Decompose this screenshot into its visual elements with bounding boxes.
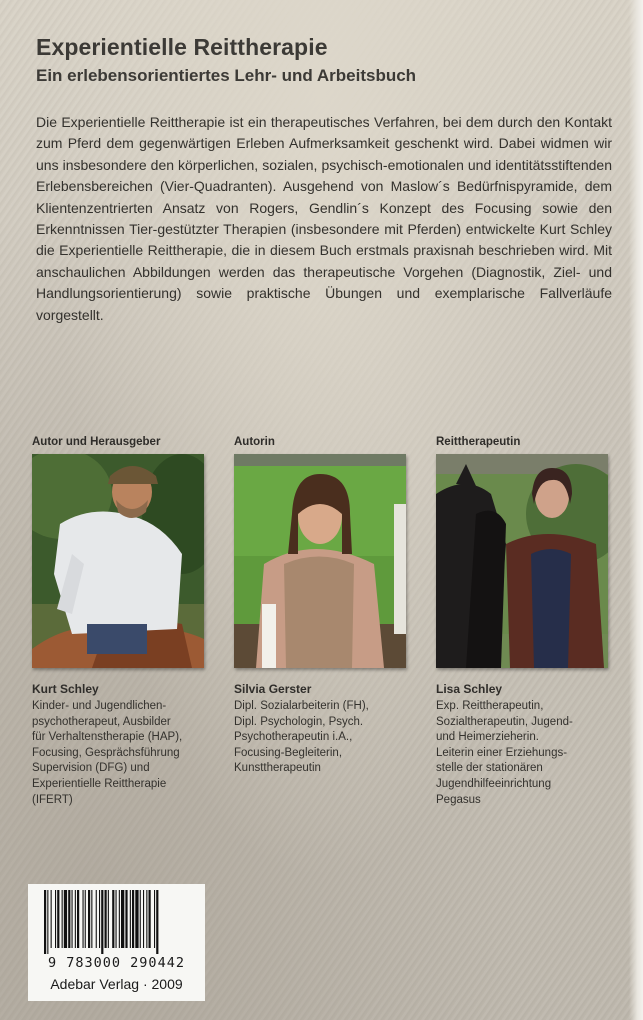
barcode-bar	[99, 890, 100, 948]
barcode-bar	[135, 890, 138, 948]
barcode-bar	[105, 890, 107, 948]
barcode-bar	[116, 890, 117, 948]
barcode-bar	[125, 890, 127, 948]
barcode-bar	[62, 890, 63, 948]
barcode-bar	[154, 890, 155, 948]
barcode-bar	[68, 890, 70, 948]
contributor-role: Autor und Herausgeber	[32, 436, 161, 448]
barcode-bar	[72, 890, 73, 948]
publisher-line: Adebar Verlag · 2009	[50, 976, 183, 992]
barcode-bar	[140, 890, 141, 948]
contributor-name: Kurt Schley	[32, 682, 99, 696]
barcode-bar	[47, 890, 48, 954]
barcode-bar	[108, 890, 109, 948]
barcode-bar	[121, 890, 124, 948]
contributor-role: Reittherapeutin	[436, 436, 521, 448]
contributor-kurt-schley	[32, 436, 212, 808]
barcode-bar	[156, 890, 158, 954]
barcode-bar	[44, 890, 46, 954]
barcode-bar	[112, 890, 114, 948]
barcode-bar	[143, 890, 144, 948]
photo-woman-with-horse	[436, 454, 608, 668]
photo-woman-in-field	[234, 454, 406, 668]
barcode-bar	[85, 890, 86, 948]
barcode-bar	[77, 890, 79, 948]
barcode-bar	[91, 890, 92, 948]
barcode-bar	[149, 890, 151, 948]
photo-lisa-schley	[436, 454, 608, 668]
barcode-bar	[83, 890, 84, 948]
book-title: Experientielle Reittherapie	[36, 34, 328, 60]
contributor-name: Silvia Gerster	[234, 682, 312, 696]
barcode-bar	[119, 890, 120, 948]
isbn-number: 9 783000 290442	[48, 955, 185, 971]
barcode-bar	[146, 890, 147, 948]
barcode-bar	[75, 890, 76, 948]
photo-kurt-schley	[32, 454, 204, 668]
barcode-bars	[34, 890, 199, 954]
contributor-lisa-schley	[436, 436, 616, 808]
photo-silvia-gerster	[234, 454, 406, 668]
barcode-bar	[51, 890, 52, 948]
contributor-description: Dipl. Sozialarbeiterin (FH), Dipl. Psychologin, Psych. Psychotherapeutin i.A., Focusing-Begleiterin, Kunsttherapeutin	[234, 700, 369, 775]
book-description: Die Experientielle Reittherapie ist ein therapeutisches Verfahren, bei dem durch den Kontakt zum Pferd dem gegenwärtigen Erleben Aufmerksamkeit geschenkt wird. Dabei widmen wir uns insbesondere den körperlichen, sozialen, psychisch-emotionalen und identitätsstiftenden Erlebensbereichen (Vier-Quadranten). Ausgehend von Maslow´s Bedürfnispyramide, dem Klientenzentrierten Ansatz von Rogers, Gendlin´s Konzept des Focusing sowie den Erkenntnissen Tier-gestützter Therapien (insbesondere mit Pferden) entwickelte Kurt Schley die Experientielle Reittherapie, die in diesem Buch erstmals praxisnah beschrieben wird. Mit anschaulichen Abbildungen werden das therapeutische Vorgehen (Diagnostik, Ziel- und Handlungsorientierung) sowie praktische Übungen und exemplarische Fallverläufe vorgestellt.	[36, 114, 612, 323]
contributor-description: Kinder- und Jugendlichen- psychotherapeut, Ausbilder für Verhaltenstherapie (HAP), Focusing, Gesprächsführung Supervision (DFG) und Experientielle Reittherapie (IFERT)	[32, 700, 183, 806]
contributor-silvia-gerster	[234, 436, 414, 777]
barcode-bar	[64, 890, 67, 948]
barcode-bar	[57, 890, 59, 948]
barcode-bar	[96, 890, 97, 948]
barcode-bar	[132, 890, 134, 948]
contributor-role: Autorin	[234, 436, 275, 448]
barcode-bar	[55, 890, 56, 948]
photo-man-on-horse	[32, 454, 204, 668]
contributor-name: Lisa Schley	[436, 682, 503, 696]
barcode-bar	[88, 890, 90, 948]
isbn-barcode	[28, 884, 205, 1001]
barcode-bar	[101, 890, 103, 954]
cover-edge	[629, 0, 643, 1020]
barcode-bar	[130, 890, 131, 948]
contributor-description: Exp. Reittherapeutin, Sozialtherapeutin, Jugend- und Heimerzieherin. Leiterin einer Erziehungs- stelle der stationären Jugendhilfeeinrichtung Pegasus	[436, 700, 573, 806]
book-subtitle: Ein erlebensorientiertes Lehr- und Arbeitsbuch	[36, 66, 417, 85]
